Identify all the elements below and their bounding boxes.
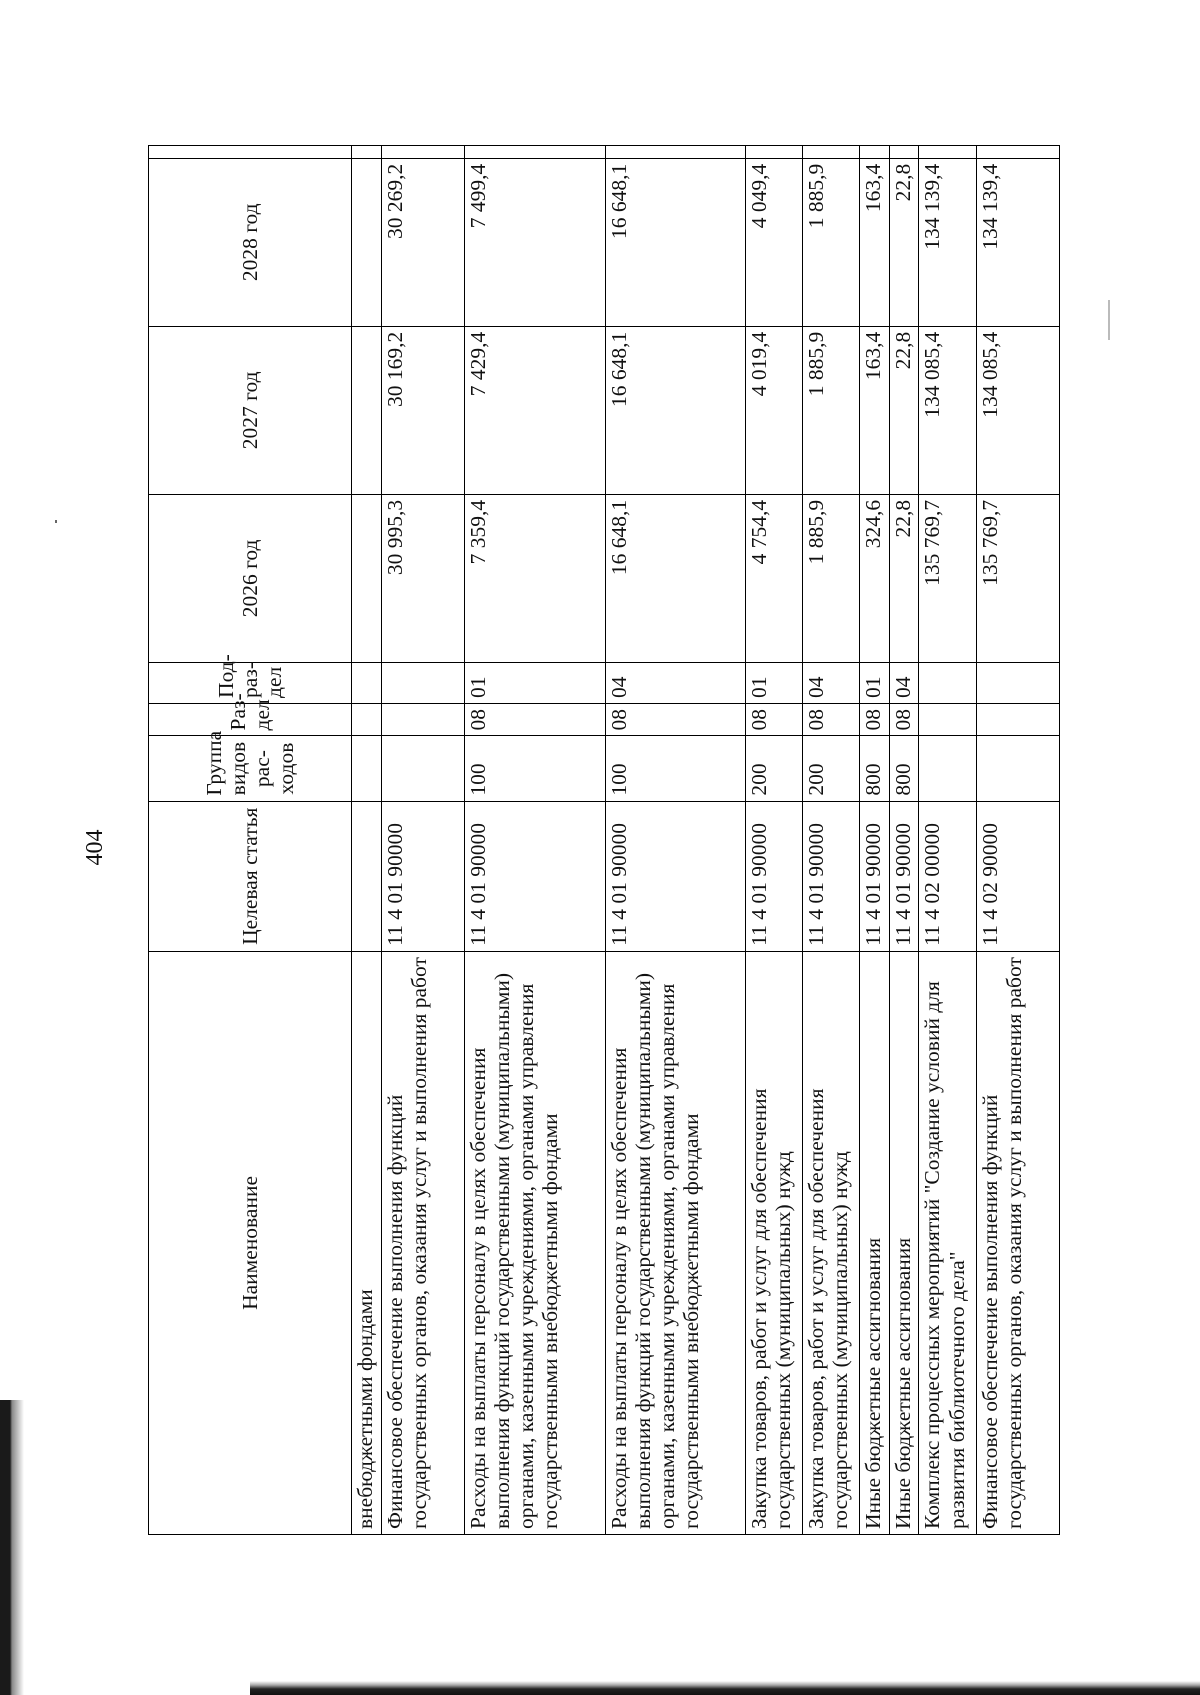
cell-target: [352, 801, 382, 951]
cell-2028: 134 139,4: [976, 158, 1059, 326]
cell-2028: 1 885,9: [803, 158, 860, 326]
cell-2027: 16 648,1: [605, 326, 745, 494]
cell-2028: 7 499,4: [465, 158, 605, 326]
cell-spacer: [465, 146, 605, 159]
cell-name: Закупка товаров, работ и услуг для обеспечения государственных (муниципальных) нужд: [745, 951, 802, 1534]
cell-section: 08: [803, 703, 860, 736]
cell-2028: 30 269,2: [381, 158, 464, 326]
table-row: [605, 146, 745, 1535]
header-spacer: [149, 146, 352, 159]
cell-target: 11 4 01 90000: [803, 801, 860, 951]
cell-target: 11 4 02 90000: [976, 801, 1059, 951]
cell-subsection: 01: [465, 662, 605, 703]
cell-spacer: [352, 146, 382, 159]
cell-group: 800: [889, 736, 919, 801]
cell-name: Финансовое обеспечение выполнения функций государственных органов, оказания услуг и выполнения работ: [976, 951, 1059, 1534]
cell-name: Расходы на выплаты персоналу в целях обеспечения выполнения функций государственными (муниципальными) органами, казенными учреждениями, органами управления государственными внебюджетными фондами: [605, 951, 745, 1534]
cell-subsection: 01: [860, 662, 890, 703]
cell-target: 11 4 01 90000: [465, 801, 605, 951]
cell-2028: [352, 158, 382, 326]
cell-2027: 1 885,9: [803, 326, 860, 494]
header-year-2026: 2026 год: [149, 494, 352, 662]
cell-2028: 22,8: [889, 158, 919, 326]
cell-section: [976, 703, 1059, 736]
cell-2027: [352, 326, 382, 494]
cell-section: [381, 703, 464, 736]
cell-2026: 324,6: [860, 494, 890, 662]
cell-subsection: 04: [605, 662, 745, 703]
table-header-row: [149, 146, 352, 1535]
cell-2026: 7 359,4: [465, 494, 605, 662]
cell-group: 800: [860, 736, 890, 801]
page-number: 404: [82, 829, 108, 866]
cell-2026: 1 885,9: [803, 494, 860, 662]
cell-group: [381, 736, 464, 801]
cell-spacer: [919, 146, 976, 159]
cell-2028: 163,4: [860, 158, 890, 326]
table-row: [803, 146, 860, 1535]
cell-section: [352, 703, 382, 736]
cell-name: внебюджетными фондами: [352, 951, 382, 1534]
cell-subsection: [381, 662, 464, 703]
cell-group: [919, 736, 976, 801]
cell-2027: 134 085,4: [976, 326, 1059, 494]
cell-subsection: [919, 662, 976, 703]
table-row: [352, 146, 382, 1535]
header-subsection: Под-раз-дел: [149, 662, 352, 703]
cell-name: Расходы на выплаты персоналу в целях обеспечения выполнения функций государственными (муниципальными) органами, казенными учреждениями, органами управления государственными внебюджетными фондами: [465, 951, 605, 1534]
cell-subsection: 04: [803, 662, 860, 703]
cell-group: 200: [803, 736, 860, 801]
cell-2026: 4 754,4: [745, 494, 802, 662]
cell-spacer: [976, 146, 1059, 159]
header-section: Раз-дел: [149, 703, 352, 736]
cell-spacer: [803, 146, 860, 159]
cell-spacer: [860, 146, 890, 159]
cell-spacer: [745, 146, 802, 159]
cell-name: Закупка товаров, работ и услуг для обеспечения государственных (муниципальных) нужд: [803, 951, 860, 1534]
cell-name: Комплекс процессных мероприятий "Создание условий для развития библиотечного дела": [919, 951, 976, 1534]
header-year-2027: 2027 год: [149, 326, 352, 494]
cell-2027: 163,4: [860, 326, 890, 494]
cell-section: 08: [860, 703, 890, 736]
cell-group: 200: [745, 736, 802, 801]
cell-subsection: [976, 662, 1059, 703]
cell-spacer: [381, 146, 464, 159]
cell-subsection: 01: [745, 662, 802, 703]
table-body: [352, 146, 1060, 1535]
cell-section: 08: [465, 703, 605, 736]
cell-group: 100: [465, 736, 605, 801]
table-row: [889, 146, 919, 1535]
table-row: [381, 146, 464, 1535]
table-row: [745, 146, 802, 1535]
header-name: Наименование: [149, 951, 352, 1534]
cell-target: 11 4 01 90000: [745, 801, 802, 951]
cell-group: [976, 736, 1059, 801]
cell-2027: 134 085,4: [919, 326, 976, 494]
cell-2026: 30 995,3: [381, 494, 464, 662]
cell-2026: 22,8: [889, 494, 919, 662]
cell-2026: 135 769,7: [919, 494, 976, 662]
cell-name: Финансовое обеспечение выполнения функций государственных органов, оказания услуг и выполнения работ: [381, 951, 464, 1534]
table-row: [465, 146, 605, 1535]
cell-2028: 16 648,1: [605, 158, 745, 326]
cell-spacer: [605, 146, 745, 159]
cell-target: 11 4 01 90000: [860, 801, 890, 951]
header-year-2028: 2028 год: [149, 158, 352, 326]
cell-target: 11 4 01 90000: [889, 801, 919, 951]
cell-2027: 22,8: [889, 326, 919, 494]
header-target-article: Целевая статья: [149, 801, 352, 951]
cell-target: 11 4 02 00000: [919, 801, 976, 951]
cell-2026: 135 769,7: [976, 494, 1059, 662]
cell-subsection: [352, 662, 382, 703]
cell-name: Иные бюджетные ассигнования: [860, 951, 890, 1534]
cell-group: 100: [605, 736, 745, 801]
cell-2027: 7 429,4: [465, 326, 605, 494]
cell-2026: [352, 494, 382, 662]
cell-2028: 4 049,4: [745, 158, 802, 326]
cell-2026: 16 648,1: [605, 494, 745, 662]
cell-target: 11 4 01 90000: [381, 801, 464, 951]
table-row: [919, 146, 976, 1535]
cell-2028: 134 139,4: [919, 158, 976, 326]
cell-section: 08: [889, 703, 919, 736]
cell-section: [919, 703, 976, 736]
cell-target: 11 4 01 90000: [605, 801, 745, 951]
cell-2027: 30 169,2: [381, 326, 464, 494]
cell-group: [352, 736, 382, 801]
cell-section: 08: [745, 703, 802, 736]
budget-table: [148, 145, 1060, 1535]
cell-name: Иные бюджетные ассигнования: [889, 951, 919, 1534]
table-row: [976, 146, 1059, 1535]
cell-2027: 4 019,4: [745, 326, 802, 494]
cell-section: 08: [605, 703, 745, 736]
cell-subsection: 04: [889, 662, 919, 703]
cell-spacer: [889, 146, 919, 159]
table-row: [860, 146, 890, 1535]
header-expense-group: Группа видов рас-ходов: [149, 736, 352, 801]
